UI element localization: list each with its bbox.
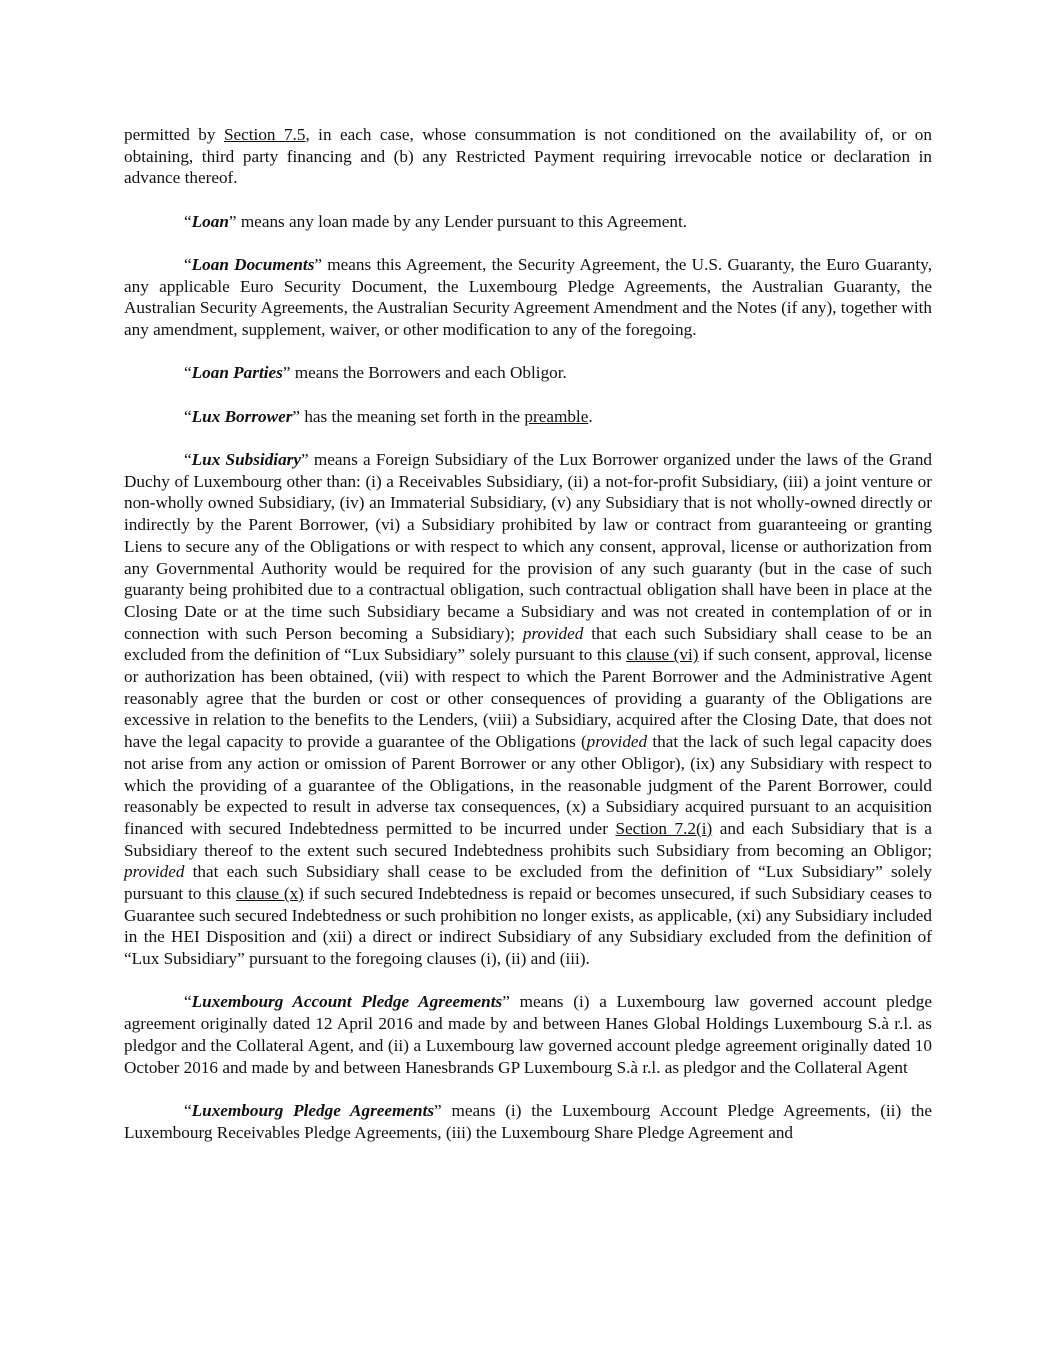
- definition-luxembourg-account-pledge-agreements: “Luxembourg Account Pledge Agreements” means (i) a Luxembourg law governed account pledge agreement originally dated 12 April 2016 and made by and between Hanes Global Holdings Luxembourg S.à r.l. as pledgor and the Collateral Agent, and (ii) a Luxembourg law governed account pledge agreement originally dated 10 October 2016 and made by and between Hanesbrands GP Luxembourg S.à r.l. as pledgor and the Collateral Agent: [124, 992, 932, 1077]
- definition-loan: “Loan” means any loan made by any Lender pursuant to this Agreement.: [184, 211, 688, 231]
- clause-x-link[interactable]: clause (x): [236, 884, 304, 904]
- document-page: [124, 124, 932, 1165]
- defined-term: Lux Subsidiary: [191, 450, 301, 469]
- defined-term: Loan Parties: [191, 363, 283, 383]
- section-7-2-i-link[interactable]: Section 7.2(i): [615, 818, 713, 838]
- paragraph-continuation: permitted by Section 7.5, in each case, whose consummation is not conditioned on the availability of, or on obtaining, third party financing and (b) any Restricted Payment requiring irrevocable notice or declaration in advance thereof.: [124, 125, 932, 188]
- definition-luxembourg-pledge-agreements: “Luxembourg Pledge Agreements” means (i) the Luxembourg Account Pledge Agreements, (ii) the Luxembourg Receivables Pledge Agreements, (iii) the Luxembourg Share Pledge Agreement and: [124, 1100, 932, 1142]
- defined-term: Loan Documents: [191, 255, 315, 274]
- defined-term: Luxembourg Account Pledge Agreements: [191, 992, 503, 1012]
- clause-vi-link[interactable]: clause (vi): [626, 645, 699, 665]
- preamble-link[interactable]: preamble: [524, 406, 589, 426]
- defined-term: Luxembourg Pledge Agreements: [191, 1100, 435, 1120]
- defined-term: Loan: [191, 211, 229, 231]
- defined-term: Lux Borrower: [191, 406, 293, 426]
- definition-loan-parties: “Loan Parties” means the Borrowers and each Obligor.: [184, 363, 567, 383]
- definition-loan-documents: “Loan Documents” means this Agreement, the Security Agreement, the U.S. Guaranty, the Euro Guaranty, any applicable Euro Security Document, the Luxembourg Pledge Agreements, the Australian Guaranty, the Australian Security Agreements, the Australian Security Agreement Amendment and the Notes (if any), together with any amendment, supplement, waiver, or other modification to any of the foregoing.: [124, 255, 932, 340]
- section-7-5-link[interactable]: Section 7.5: [223, 125, 306, 144]
- definition-lux-subsidiary: “Lux Subsidiary” means a Foreign Subsidiary of the Lux Borrower organized under the laws of the Grand Duchy of Luxembourg other than: (i) a Receivables Subsidiary, (ii) a not-for-profit Subsidiary, (iii) a joint venture or non-wholly owned Subsidiary, (iv) an Immaterial Subsidiary, (v) any Subsidiary that is not wholly-owned directly or indirectly by the Parent Borrower, (vi) a Subsidiary prohibited by law or contract from guaranteeing or granting Liens to secure any of the Obligations or with respect to which any consent, approval, license or authorization from any Governmental Authority would be required for the provision of any such guaranty (but in the case of such guaranty being prohibited due to a contractual obligation, such contractual obligation shall have been in place at the Closing Date or at the time such Subsidiary became a Subsidiary and was not created in contemplation of or in connection with such Person becoming a Subsidiary); provided that each such Subsidiary shall cease to be an excluded from the definition of “Lux Subsidiary” solely pursuant to this clause (vi) if such consent, approval, license or authorization has been obtained, (vii) with respect to which the Parent Borrower and the Administrative Agent reasonably agree that the burden or cost or other consequences of providing a guaranty of the Obligations are excessive in relation to the benefits to the Lenders, (viii) a Subsidiary, acquired after the Closing Date, that does not have the legal capacity to provide a guarantee of the Obligations (provided that the lack of such legal capacity does not arise from any action or omission of Parent Borrower or any other Obligor), (ix) any Subsidiary with respect to which the providing of a guarantee of the Obligations, in the reasonable judgment of the Parent Borrower, could reasonably be expected to result in adverse tax consequences, (x) a Subsidiary acquired pursuant to an acquisition financed with secured Indebtedness permitted to be incurred under Section 7.2(i) and each Subsidiary that is a Subsidiary thereof to the extent such secured Indebtedness prohibits such Subsidiary from becoming an Obligor; provided that each such Subsidiary shall cease to be excluded from the definition of “Lux Subsidiary” solely pursuant to this clause (x) if such secured Indebtedness is repaid or becomes unsecured, if such Subsidiary ceases to Guarantee such secured Indebtedness or such prohibition no longer exists, as applicable, (xi) any Subsidiary included in the HEI Disposition and (xii) a direct or indirect Subsidiary of any Subsidiary excluded from the definition of “Lux Subsidiary” pursuant to the foregoing clauses (i), (ii) and (iii).: [124, 450, 933, 969]
- definition-lux-borrower: “Lux Borrower” has the meaning set forth in the preamble.: [184, 406, 593, 426]
